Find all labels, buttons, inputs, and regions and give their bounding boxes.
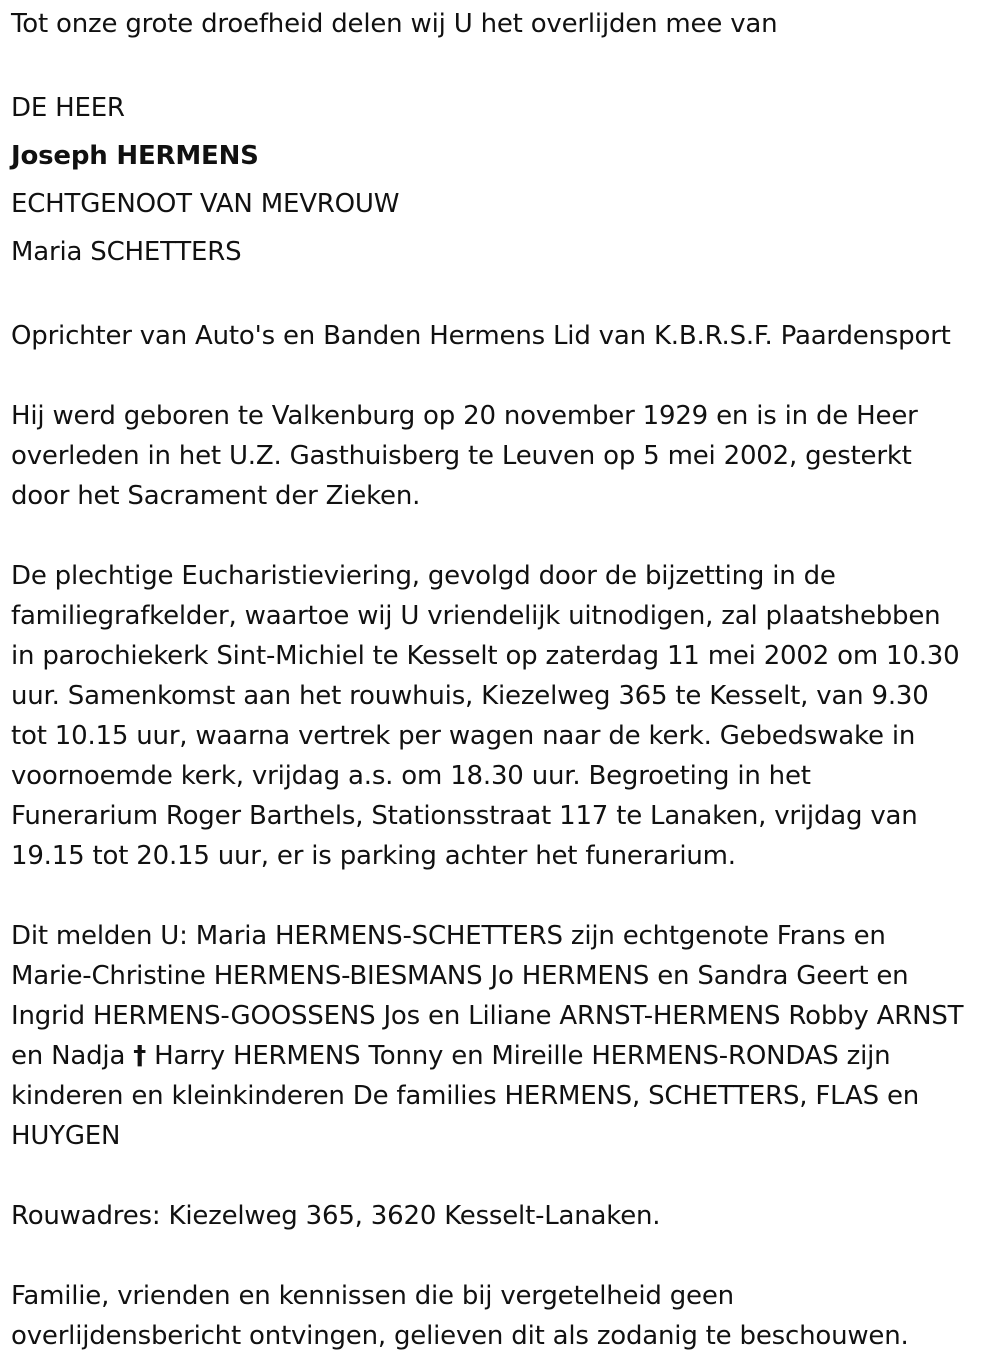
- text-segment: en Nadja: [11, 1041, 134, 1071]
- cross-icon: †: [133, 1041, 147, 1071]
- text-line: Familie, vrienden en kennissen die bij vergetelheid geen: [11, 1281, 734, 1311]
- text-line: in parochiekerk Sint-Michiel te Kesselt op zaterdag 11 mei 2002 om 10.30: [11, 641, 960, 671]
- spacer: [11, 276, 993, 316]
- text-line: [11, 1036, 993, 1076]
- text-line: tot 10.15 uur, waarna vertrek per wagen naar de kerk. Gebedswake in: [11, 721, 916, 751]
- occupation-text: Oprichter van Auto's en Banden Hermens Lid van K.B.R.S.F. Paardensport: [11, 321, 951, 351]
- deceased-title: DE HEER: [11, 93, 125, 123]
- spacer: [11, 516, 993, 556]
- spacer: [11, 44, 993, 84]
- text-line: Hij werd geboren te Valkenburg op 20 november 1929 en is in de Heer: [11, 401, 918, 431]
- deceased-name: Joseph HERMENS: [11, 141, 259, 171]
- text-line: voornoemde kerk, vrijdag a.s. om 18.30 uur. Begroeting in het: [11, 761, 811, 791]
- text-line: 19.15 tot 20.15 uur, er is parking achter het funerarium.: [11, 841, 736, 871]
- text-line: door het Sacrament der Zieken.: [11, 481, 421, 511]
- spouse-name: Maria SCHETTERS: [11, 237, 242, 267]
- text-line: Ingrid HERMENS-GOOSSENS Jos en Liliane ARNST-HERMENS Robby ARNST: [11, 1001, 964, 1031]
- text-line: Funerarium Roger Barthels, Stationsstraat 117 te Lanaken, vrijdag van: [11, 801, 918, 831]
- intro-text: Tot onze grote droefheid delen wij U het overlijden mee van: [11, 9, 778, 39]
- text-line: kinderen en kleinkinderen De families HERMENS, SCHETTERS, FLAS en: [11, 1081, 920, 1111]
- text-line: Marie-Christine HERMENS-BIESMANS Jo HERMENS en Sandra Geert en: [11, 961, 909, 991]
- text-line: Dit melden U: Maria HERMENS-SCHETTERS zijn echtgenote Frans en: [11, 921, 886, 951]
- spacer: [11, 1156, 993, 1196]
- text-line: De plechtige Eucharistieviering, gevolgd door de bijzetting in de: [11, 561, 836, 591]
- deceased-relation: ECHTGENOOT VAN MEVROUW: [11, 189, 400, 219]
- text-line: HUYGEN: [11, 1121, 121, 1151]
- text-line: overleden in het U.Z. Gasthuisberg te Leuven op 5 mei 2002, gesterkt: [11, 441, 912, 471]
- text-line: familiegrafkelder, waartoe wij U vriendelijk uitnodigen, zal plaatshebben: [11, 601, 941, 631]
- text-line: uur. Samenkomst aan het rouwhuis, Kiezelweg 365 te Kesselt, van 9.30: [11, 681, 929, 711]
- family-paragraph: [11, 916, 993, 1156]
- spacer: [11, 876, 993, 916]
- spacer: [11, 356, 993, 396]
- ceremony-paragraph: [11, 556, 993, 876]
- spacer: [11, 1236, 993, 1276]
- address-text: Rouwadres: Kiezelweg 365, 3620 Kesselt-Lanaken.: [11, 1201, 661, 1231]
- birth-death-paragraph: [11, 396, 993, 516]
- text-line: overlijdensbericht ontvingen, gelieven dit als zodanig te beschouwen.: [11, 1321, 909, 1351]
- obituary-notice: [11, 4, 993, 1356]
- closing-paragraph: [11, 1276, 993, 1356]
- text-segment: Harry HERMENS Tonny en Mireille HERMENS-RONDAS zijn: [146, 1041, 891, 1071]
